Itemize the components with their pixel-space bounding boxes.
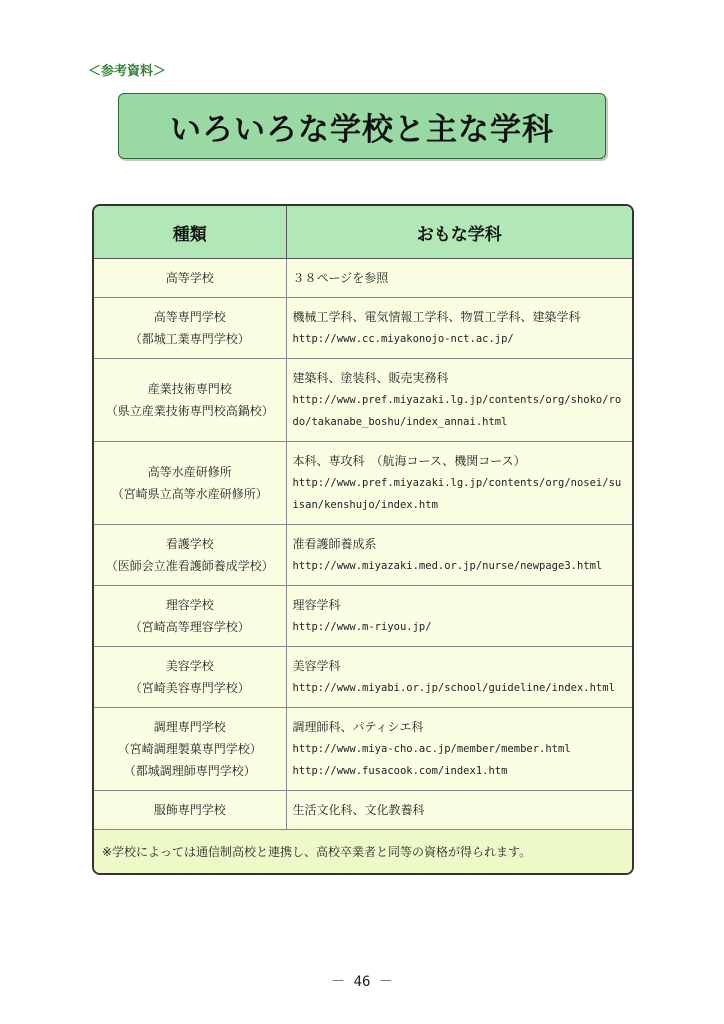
table-body: [94, 259, 632, 830]
school-type: 高等学校: [165, 271, 214, 285]
school-type: 美容学校: [165, 659, 214, 673]
school-url-link[interactable]: http://www.miyabi.or.jp/school/guideline/index.html: [292, 682, 615, 694]
subject-list: 本科、専攻科 （航海コース、機関コース）: [292, 454, 526, 468]
school-name: （宮崎美容専門学校）: [129, 681, 250, 695]
school-type-cell: [94, 586, 286, 647]
table-row: [94, 791, 632, 830]
school-type-cell: [94, 259, 286, 298]
subject-list: 美容学科: [292, 659, 341, 673]
subjects-cell: [286, 708, 632, 791]
header-subjects: おもな学科: [286, 206, 632, 259]
school-type: 服飾専門学校: [153, 803, 226, 817]
school-name: （都城調理師専門学校）: [123, 764, 256, 778]
school-type-cell: [94, 298, 286, 359]
school-name: （宮崎調理製菓専門学校）: [117, 742, 262, 756]
page-title: いろいろな学校と主な学科: [170, 111, 554, 148]
school-type-cell: [94, 359, 286, 442]
subjects-cell: [286, 442, 632, 525]
subject-list: 理容学科: [292, 598, 341, 612]
school-url-link[interactable]: http://www.miya-cho.ac.jp/member/member.html: [292, 743, 571, 755]
table-row: [94, 525, 632, 586]
school-url-link[interactable]: http://www.cc.miyakonojo-nct.ac.jp/: [292, 333, 514, 345]
subjects-cell: [286, 586, 632, 647]
reference-label: ＜参考資料＞: [88, 64, 167, 79]
header-kind: 種類: [94, 206, 286, 259]
school-url-link[interactable]: http://www.m-riyou.jp/: [292, 621, 432, 633]
subject-list: ３８ページを参照: [292, 271, 389, 285]
school-url-link[interactable]: http://www.fusacook.com/index1.htm: [292, 765, 508, 777]
subjects-cell: [286, 298, 632, 359]
school-name: （宮崎県立高等水産研修所）: [111, 487, 268, 501]
schools-table: [92, 204, 634, 875]
table-row: [94, 442, 632, 525]
subjects-cell: [286, 259, 632, 298]
school-url-link[interactable]: http://www.pref.miyazaki.lg.jp/contents/org/shoko/rodo/takanabe_boshu/index_annai.html: [292, 394, 622, 428]
school-type: 産業技術専門校: [147, 382, 232, 396]
title-banner: [118, 93, 606, 159]
table-row: [94, 259, 632, 298]
table-row: [94, 708, 632, 791]
table-row: [94, 359, 632, 442]
school-type-cell: [94, 647, 286, 708]
subject-list: 建築科、塗装科、販売実務科: [292, 371, 449, 385]
school-name: （都城工業専門学校）: [129, 332, 250, 346]
school-type: 理容学校: [165, 598, 214, 612]
school-url-link[interactable]: http://www.miyazaki.med.or.jp/nurse/newpage3.html: [292, 560, 603, 572]
page-number: － 46 －: [331, 974, 393, 990]
subject-list: 生活文化科、文化教養科: [292, 803, 425, 817]
school-type-cell: [94, 442, 286, 525]
subject-list: 機械工学科、電気情報工学科、物質工学科、建築学科: [292, 310, 581, 324]
table-row: [94, 298, 632, 359]
school-name: （宮崎高等理容学校）: [129, 620, 250, 634]
school-type: 調理専門学校: [153, 720, 226, 734]
table-footnote: ※学校によっては通信制高校と連携し、高校卒業者と同等の資格が得られます。: [94, 829, 632, 873]
school-type-cell: [94, 791, 286, 830]
school-type-cell: [94, 708, 286, 791]
school-name: （県立産業技術専門校高鍋校）: [105, 404, 274, 418]
subjects-cell: [286, 791, 632, 830]
school-type: 高等水産研修所: [147, 465, 232, 479]
subjects-cell: [286, 525, 632, 586]
table-row: [94, 647, 632, 708]
school-type: 高等専門学校: [153, 310, 226, 324]
subjects-cell: [286, 647, 632, 708]
school-name: （医師会立准看護師養成学校）: [105, 559, 274, 573]
subject-list: 准看護師養成系: [292, 537, 377, 551]
subjects-cell: [286, 359, 632, 442]
school-type: 看護学校: [165, 537, 214, 551]
table-header-row: [94, 206, 632, 259]
table-row: [94, 586, 632, 647]
school-url-link[interactable]: http://www.pref.miyazaki.lg.jp/contents/org/nosei/suisan/kenshujo/index.htm: [292, 477, 622, 511]
school-type-cell: [94, 525, 286, 586]
subject-list: 調理師科、パティシエ科: [292, 720, 424, 734]
